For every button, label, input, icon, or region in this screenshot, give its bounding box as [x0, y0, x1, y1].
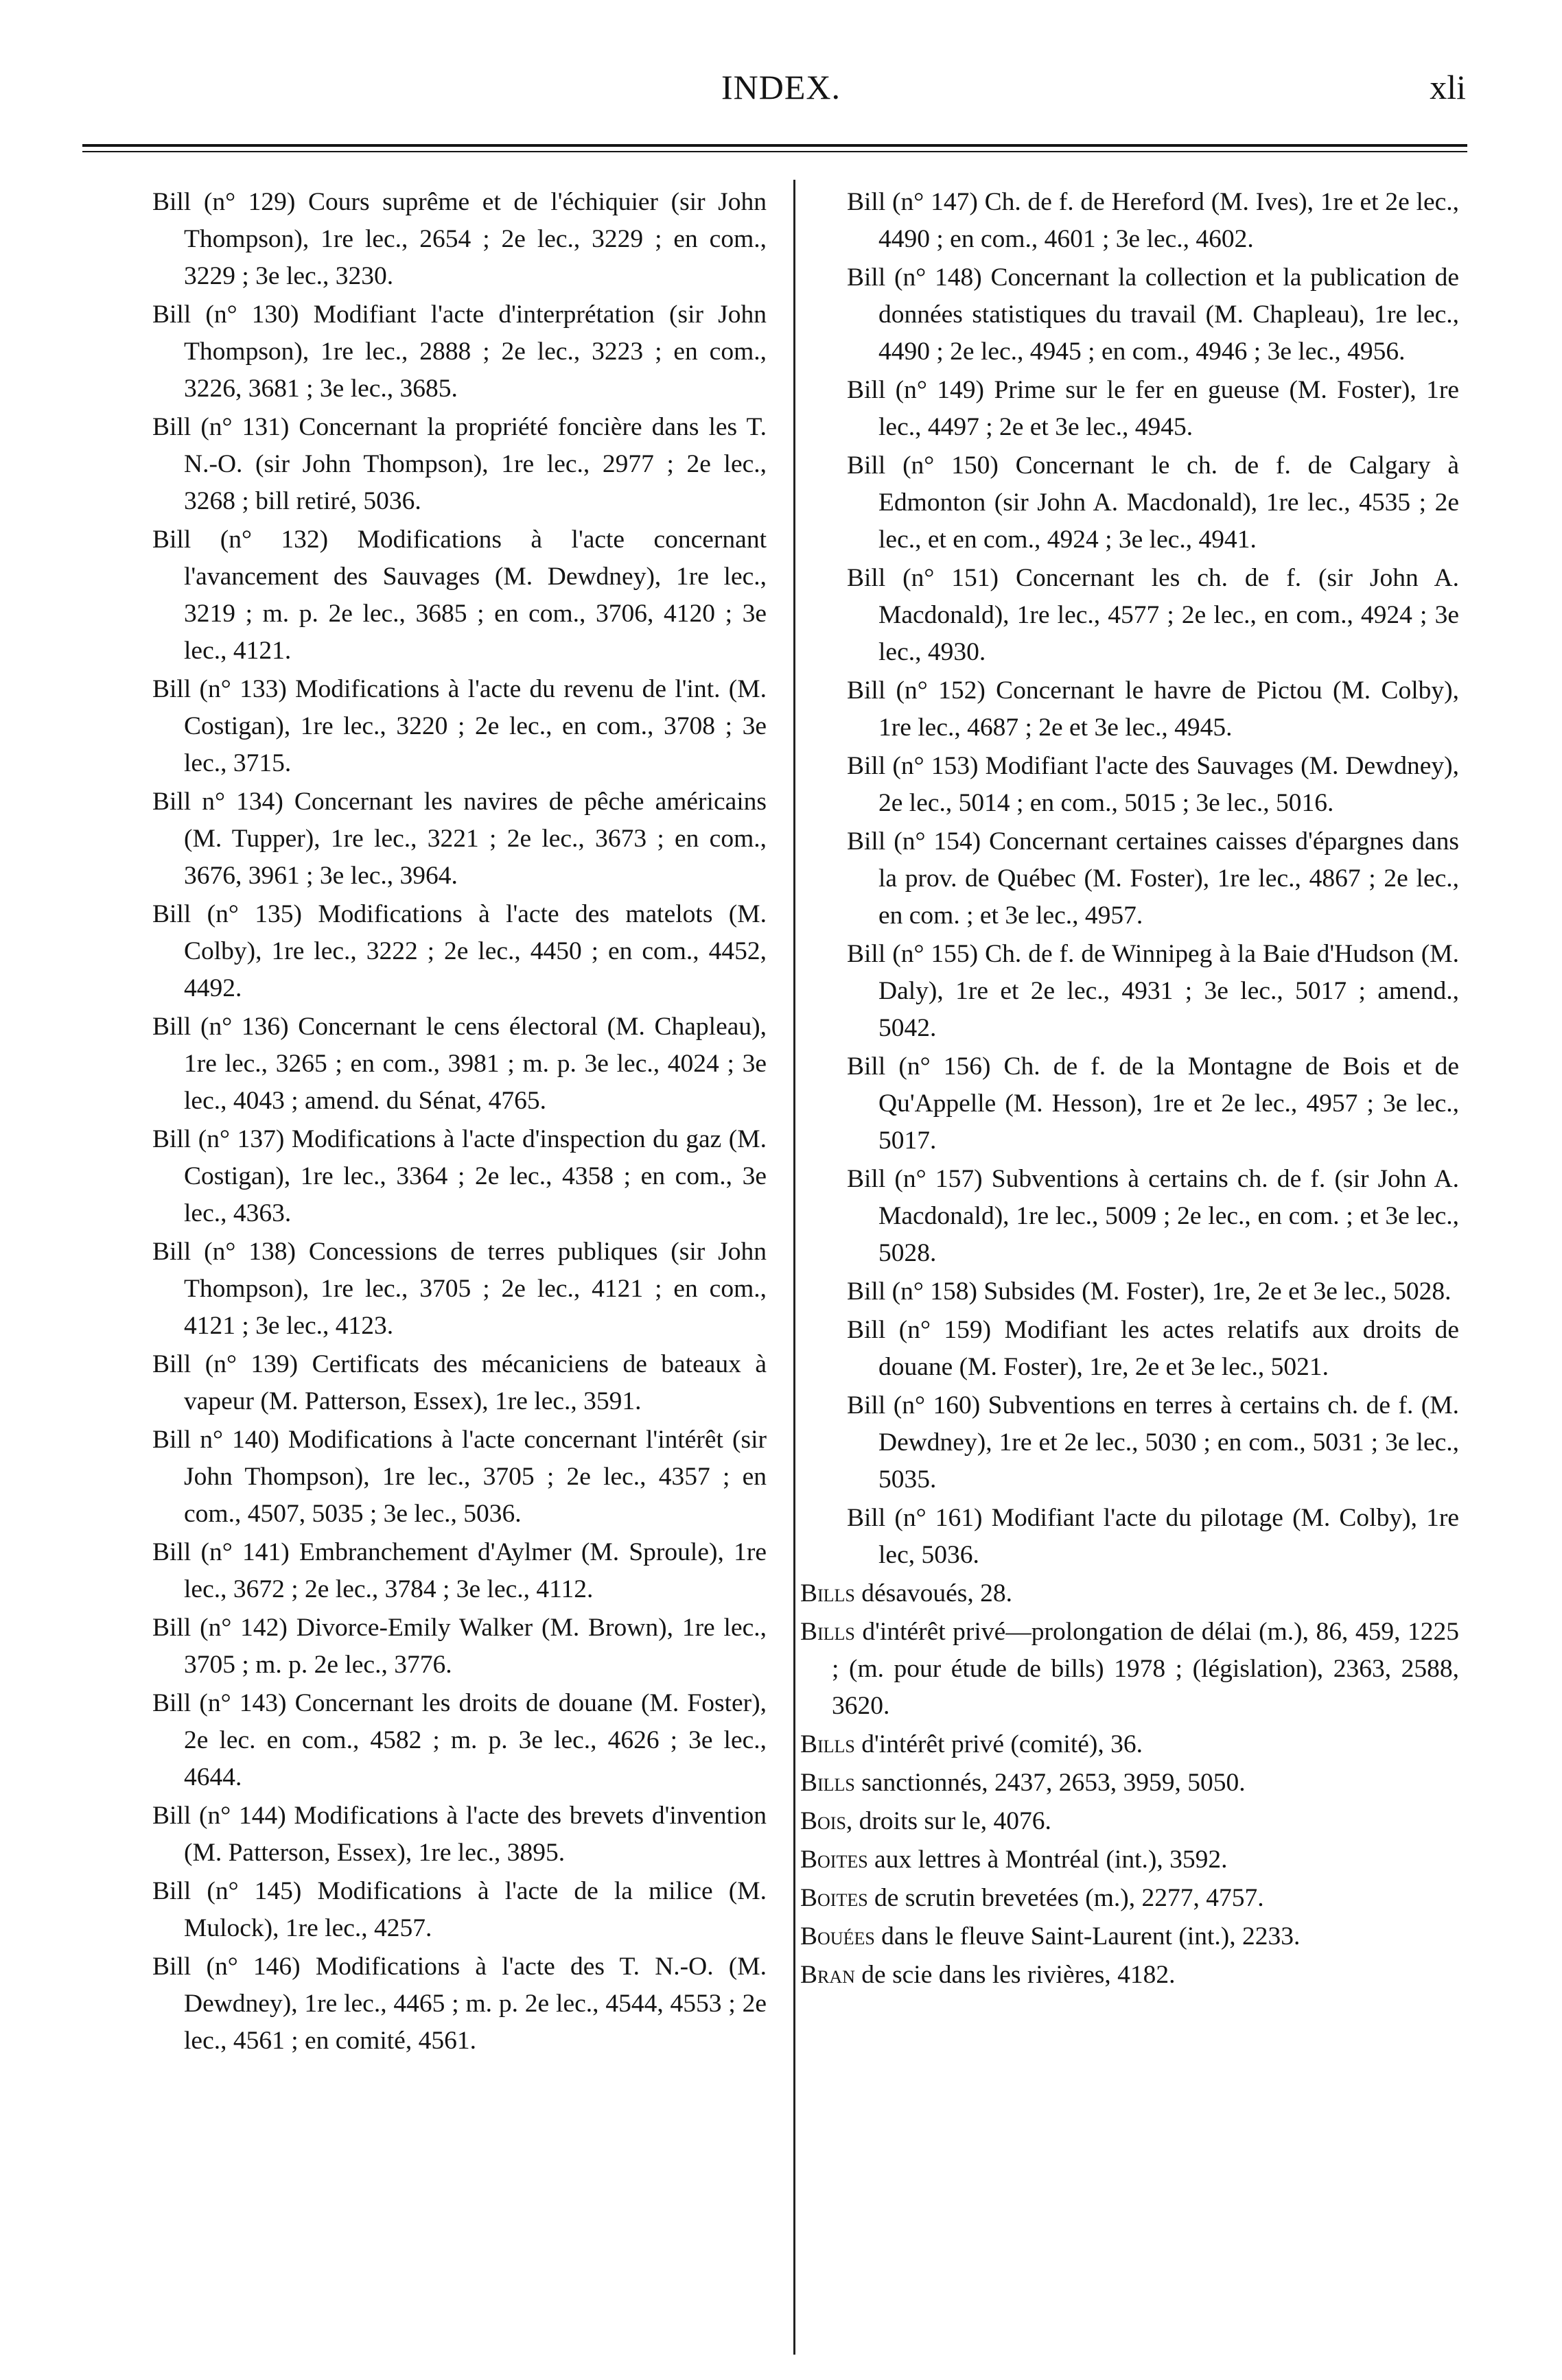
topic-entry [800, 1575, 1459, 1612]
index-entry: Bill (n° 150) Concernant le ch. de f. de Calgary à Edmonton (sir John A. Macdonald), 1re lec., 4535 ; 2e lec., et en com., 4924 ; 3e lec., 4941. [847, 451, 1459, 554]
topic-entry [800, 1841, 1459, 1878]
index-entry: Bill (n° 156) Ch. de f. de la Montagne de Bois et de Qu'Appelle (M. Hesson), 1re et 2e lec., 4957 ; 3e lec., 5017. [847, 1052, 1459, 1155]
entry-lemma: Bills [800, 1618, 855, 1646]
index-entry: Bill (n° 139) Certificats des mécaniciens de bateaux à vapeur (M. Patterson, Essex), 1re lec., 3591. [152, 1350, 767, 1415]
entry-text: d'intérêt privé (comité), 36. [854, 1730, 1143, 1758]
index-entry: Bill n° 140) Modifications à l'acte concernant l'intérêt (sir John Thompson), 1re lec., 3705 ; 2e lec., 4357 ; en com., 4507, 5035 ; 3e lec., 5036. [152, 1426, 767, 1528]
entry-lemma: Bran [800, 1961, 855, 1989]
page-number: xli [1430, 68, 1466, 106]
index-entry: Bill (n° 135) Modifications à l'acte des matelots (M. Colby), 1re lec., 3222 ; 2e lec., 4450 ; en com., 4452, 4492. [152, 900, 767, 1002]
column-divider [793, 180, 795, 2355]
entry-lemma: Bills [800, 1579, 855, 1607]
entry-text: dans le fleuve Saint-Laurent (int.), 2233. [874, 1922, 1301, 1951]
index-entry: Bill (n° 129) Cours suprême et de l'échiquier (sir John Thompson), 1re lec., 2654 ; 2e lec., 3229 ; en com., 3229 ; 3e lec., 3230. [152, 188, 767, 290]
entry-text: de scrutin brevetées (m.), 2277, 4757. [867, 1884, 1264, 1912]
index-entry: Bill (n° 155) Ch. de f. de Winnipeg à la Baie d'Hudson (M. Daly), 1re et 2e lec., 4931 ; 3e lec., 5017 ; amend., 5042. [847, 940, 1459, 1042]
topic-entry [800, 1957, 1459, 1994]
index-entry: Bill (n° 138) Concessions de terres publiques (sir John Thompson), 1re lec., 3705 ; 2e lec., 4121 ; en com., 4121 ; 3e lec., 4123. [152, 1238, 767, 1340]
index-entry: Bill (n° 161) Modifiant l'acte du pilotage (M. Colby), 1re lec, 5036. [847, 1504, 1459, 1569]
index-entry: Bill (n° 137) Modifications à l'acte d'inspection du gaz (M. Costigan), 1re lec., 3364 ; 2e lec., 4358 ; en com., 3e lec., 4363. [152, 1125, 767, 1227]
right-column [800, 184, 1459, 1995]
index-entry: Bill (n° 136) Concernant le cens électoral (M. Chapleau), 1re lec., 3265 ; en com., 3981 ; m. p. 3e lec., 4024 ; 3e lec., 4043 ; amend. du Sénat, 4765. [152, 1013, 767, 1115]
entry-text: désavoués, 28. [854, 1579, 1013, 1607]
index-entry: Bill (n° 147) Ch. de f. de Hereford (M. Ives), 1re et 2e lec., 4490 ; en com., 4601 ; 3e lec., 4602. [847, 188, 1459, 253]
topic-entry [800, 1880, 1459, 1917]
index-entry: Bill (n° 157) Subventions à certains ch. de f. (sir John A. Macdonald), 1re lec., 5009 ; 2e lec., en com. ; et 3e lec., 5028. [847, 1165, 1459, 1267]
entry-lemma: Bills [800, 1730, 855, 1758]
header-rule-thin [82, 151, 1467, 152]
topic-entry [800, 1803, 1459, 1840]
index-entry: Bill (n° 130) Modifiant l'acte d'interprétation (sir John Thompson), 1re lec., 2888 ; 2e lec., 3223 ; en com., 3226, 3681 ; 3e lec., 3685. [152, 301, 767, 403]
index-entry: Bill (n° 160) Subventions en terres à certains ch. de f. (M. Dewdney), 1re et 2e lec., 5030 ; en com., 5031 ; 3e lec., 5035. [847, 1391, 1459, 1494]
entry-lemma: Boites [800, 1846, 868, 1874]
index-entry: Bill (n° 151) Concernant les ch. de f. (sir John A. Macdonald), 1re lec., 4577 ; 2e lec., en com., 4924 ; 3e lec., 4930. [847, 564, 1459, 666]
entry-lemma: Bouées [800, 1922, 875, 1951]
index-entry: Bill (n° 159) Modifiant les actes relatifs aux droits de douane (M. Foster), 1re, 2e et 3e lec., 5021. [847, 1316, 1459, 1381]
index-entry: Bill (n° 158) Subsides (M. Foster), 1re, 2e et 3e lec., 5028. [847, 1277, 1452, 1306]
header-rule-thick [82, 144, 1467, 147]
index-entry: Bill n° 134) Concernant les navires de pêche américains (M. Tupper), 1re lec., 3221 ; 2e lec., 3673 ; en com., 3676, 3961 ; 3e lec., 3964. [152, 788, 767, 890]
running-title: INDEX. [721, 68, 841, 106]
topic-entry [800, 1765, 1459, 1802]
index-entry: Bill (n° 152) Concernant le havre de Pictou (M. Colby), 1re lec., 4687 ; 2e et 3e lec., 4945. [847, 676, 1459, 742]
index-entry: Bill (n° 133) Modifications à l'acte du revenu de l'int. (M. Costigan), 1re lec., 3220 ; 2e lec., en com., 3708 ; 3e lec., 3715. [152, 675, 767, 777]
index-entry: Bill (n° 146) Modifications à l'acte des T. N.-O. (M. Dewdney), 1re lec., 4465 ; m. p. 2e lec., 4544, 4553 ; 2e lec., 4561 ; en comité, 4561. [152, 1953, 767, 2055]
page-header [0, 0, 1562, 151]
entry-text: aux lettres à Montréal (int.), 3592. [867, 1846, 1228, 1874]
index-entry: Bill (n° 131) Concernant la propriété foncière dans les T. N.-O. (sir John Thompson), 1re lec., 2977 ; 2e lec., 3268 ; bill retiré, 5036. [152, 413, 767, 515]
index-entry: Bill (n° 141) Embranchement d'Aylmer (M. Sproule), 1re lec., 3672 ; 2e lec., 3784 ; 3e lec., 4112. [152, 1538, 767, 1603]
index-entry: Bill (n° 154) Concernant certaines caisses d'épargnes dans la prov. de Québec (M. Foster), 1re lec., 4867 ; 2e lec., en com. ; et 3e lec., 4957. [847, 827, 1459, 930]
index-entry: Bill (n° 153) Modifiant l'acte des Sauvages (M. Dewdney), 2e lec., 5014 ; en com., 5015 ; 3e lec., 5016. [847, 752, 1459, 817]
entry-text: d'intérêt privé—prolongation de délai (m.), 86, 459, 1225 ; (m. pour étude de bills) 1978 ; (législation), 2363, 2588, 3620. [832, 1618, 1459, 1720]
entry-text: sanctionnés, 2437, 2653, 3959, 5050. [854, 1769, 1246, 1797]
entry-text: de scie dans les rivières, 4182. [854, 1961, 1176, 1989]
index-entry: Bill (n° 143) Concernant les droits de douane (M. Foster), 2e lec. en com., 4582 ; m. p. 3e lec., 4626 ; 3e lec., 4644. [152, 1689, 767, 1791]
index-entry: Bill (n° 144) Modifications à l'acte des brevets d'invention (M. Patterson, Essex), 1re lec., 3895. [152, 1802, 767, 1867]
topic-entry [800, 1726, 1459, 1763]
entry-text: , droits sur le, 4076. [846, 1807, 1051, 1835]
index-entry: Bill (n° 148) Concernant la collection et la publication de données statistiques du travail (M. Chapleau), 1re lec., 4490 ; 2e lec., 4945 ; en com., 4946 ; 3e lec., 4956. [847, 263, 1459, 366]
topic-entry [800, 1614, 1459, 1725]
index-entry: Bill (n° 145) Modifications à l'acte de la milice (M. Mulock), 1re lec., 4257. [152, 1877, 767, 1942]
entry-lemma: Bois [800, 1807, 846, 1835]
index-entry: Bill (n° 142) Divorce-Emily Walker (M. Brown), 1re lec., 3705 ; m. p. 2e lec., 3776. [152, 1614, 767, 1679]
entry-lemma: Bills [800, 1769, 855, 1797]
index-entry: Bill (n° 132) Modifications à l'acte concernant l'avancement des Sauvages (M. Dewdney), 1re lec., 3219 ; m. p. 2e lec., 3685 ; en com., 3706, 4120 ; 3e lec., 4121. [152, 526, 767, 665]
entry-lemma: Boites [800, 1884, 868, 1912]
index-entry: Bill (n° 149) Prime sur le fer en gueuse (M. Foster), 1re lec., 4497 ; 2e et 3e lec., 4945. [847, 376, 1459, 441]
topic-entry [800, 1918, 1459, 1955]
left-column [152, 184, 767, 2061]
